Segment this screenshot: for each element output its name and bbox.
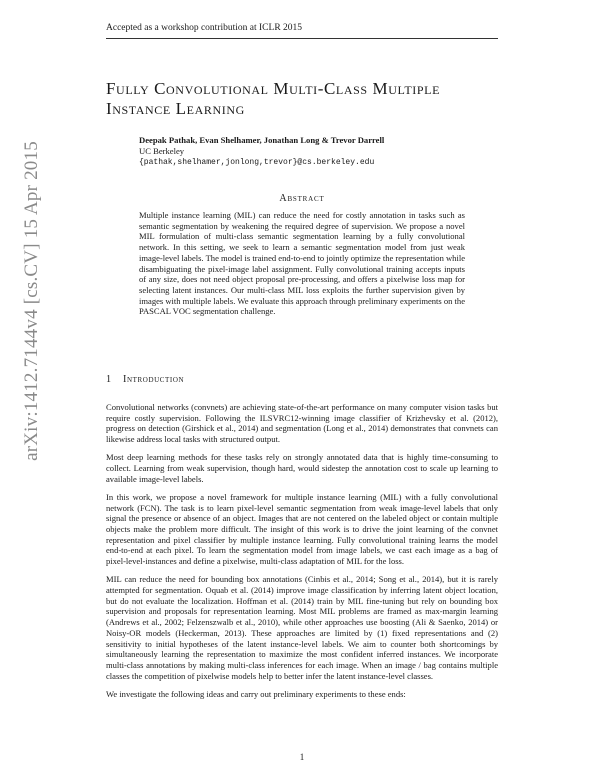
header-note: Accepted as a workshop contribution at ICLR 2015 xyxy=(106,23,303,33)
body-text xyxy=(106,402,498,707)
section-heading xyxy=(106,374,498,385)
section-title: Introduction xyxy=(123,374,185,385)
paragraph: Convolutional networks (convnets) are achieving state-of-the-art performance on many computer vision tasks but require costly supervision. Following the ILSVRC12-winning image classifier of Krizhevsky et al. (2012), progress on detection (Girshick et al., 2014) and segmentation (Long et al., 2014) demonstrates that convnets can likewise address local tasks with structured output. xyxy=(106,402,498,445)
abstract-body: Multiple instance learning (MIL) can reduce the need for costly annotation in tasks such as semantic segmentation by weakening the required degree of supervision. We propose a novel MIL formulation of multi-class semantic segmentation learning by a fully convolutional network. In this setting, we seek to learn a semantic segmentation model from just weak image-level labels. The model is trained end-to-end to jointly optimize the representation while disambiguating the pixel-image label assignment. Fully convolutional training accepts inputs of any size, does not need object proposal pre-processing, and offers a pixelwise loss map for selecting latent instances. Our multi-class MIL loss exploits the further supervision given by images with multiple labels. We evaluate this approach through preliminary experiments on the PASCAL VOC segmentation challenge. xyxy=(139,210,465,317)
title-line-2: Instance Learning xyxy=(106,99,245,118)
author-email: {pathak,shelhamer,jonlong,trevor}@cs.berkeley.edu xyxy=(139,158,375,167)
page-number: 1 xyxy=(299,752,305,762)
paragraph: We investigate the following ideas and carry out preliminary experiments to these ends: xyxy=(106,688,406,699)
paragraph: Most deep learning methods for these tasks rely on strongly annotated data that is highly time-consuming to collect. Learning from weak supervision, though hard, would sidestep the annotation cost to scale up learning to available image-level labels. xyxy=(106,452,498,484)
abstract-heading: Abstract xyxy=(279,193,325,204)
title-line-1: Fully Convolutional Multi-Class Multiple xyxy=(106,79,440,98)
paragraph: MIL can reduce the need for bounding box annotations (Cinbis et al., 2014; Song et al., 2014), but it is rarely attempted for segmentation. Oquab et al. (2014) improve image classification by inferring latent object location, but do not evaluate the localization. Hoffman et al. (2014) train by MIL fine-tuning but rely on bounding box supervision and proposals for representation learning. Most MIL problems are framed as max-margin learning (Andrews et al., 2002; Felzenszwalb et al., 2010), while other approaches use boosting (Ali & Saenko, 2014) or Noisy-OR models (Heckerman, 2013). These approaches are limited by (1) fixed representations and (2) sensitivity to initial hypotheses of the latent instance-level labels. We aim to counter both shortcomings by simultaneously learning the representation to maximize the most confident inferred instances. We incorporate multi-class annotations by making multi-class inferences for each image. When an image / bag contains multiple classes the competition of pixelwise models help to better infer the latent instance-level classes. xyxy=(106,574,498,681)
paper-title xyxy=(106,79,506,119)
author-names: Deepak Pathak, Evan Shelhamer, Jonathan Long & Trevor Darrell xyxy=(139,135,385,145)
header-rule xyxy=(106,38,498,39)
arxiv-stamp: arXiv:1412.7144v4 [cs.CV] 15 Apr 2015 xyxy=(21,141,42,461)
section-number: 1 xyxy=(106,374,112,385)
author-affiliation: UC Berkeley xyxy=(139,146,185,156)
author-block xyxy=(139,135,499,168)
paragraph: In this work, we propose a novel framework for multiple instance learning (MIL) with a fully convolutional network (FCN). The task is to learn pixel-level semantic segmentation from weak image-level labels that only signal the presence or absence of an object. Images that are not centered on the labeled object or contain multiple objects make the problem more difficult. The insight of this work is to drive the joint learning of the convnet representation and pixel classifier by multiple instance learning. Fully convolutional training learns the model end-to-end at each pixel. To learn the segmentation model from image labels, we cast each image as a bag of pixel-level-instances and define a pixelwise, multi-class adaptation of MIL for the loss. xyxy=(106,491,498,567)
